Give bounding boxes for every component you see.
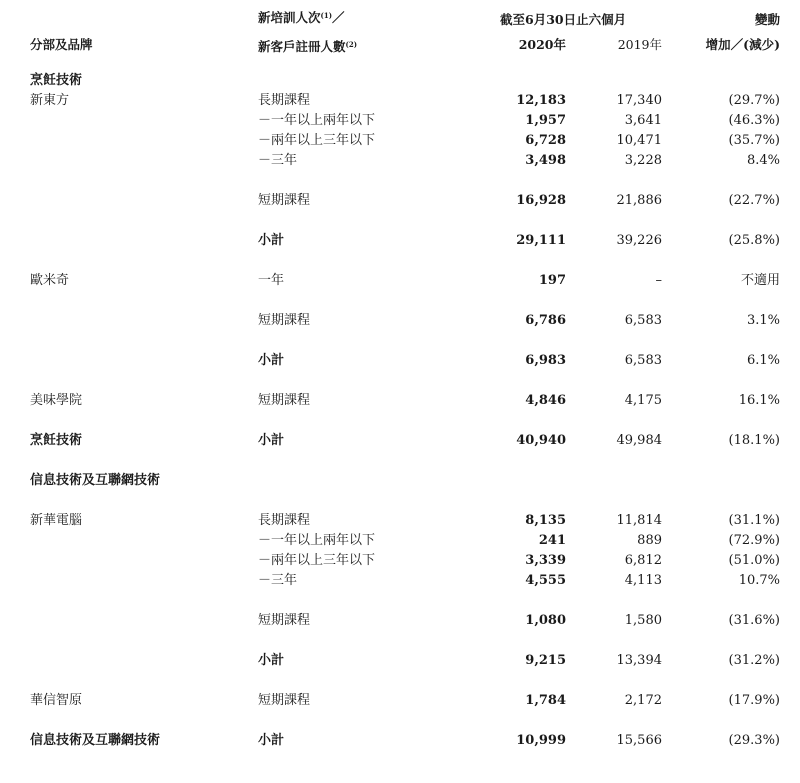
table-row (0, 153, 800, 169)
segment-cell: 美味學院 (30, 393, 83, 408)
table-row (0, 273, 800, 289)
change-cell: 16.1% (738, 393, 780, 408)
segment-cell: 信息技術及互聯網技術 (30, 473, 161, 488)
change-cell: (18.1%) (728, 433, 780, 448)
value-2019-cell: 3,641 (624, 113, 662, 128)
change-cell: (72.9%) (728, 533, 780, 548)
course-cell: 小計 (258, 353, 285, 368)
value-2019-cell: 3,228 (624, 153, 662, 168)
value-2019-cell: 2,172 (624, 693, 662, 708)
header-year-2019: 2019年 (617, 37, 662, 52)
course-cell: －兩年以上三年以下 (258, 553, 376, 568)
course-cell: 短期課程 (258, 393, 311, 408)
course-cell: 短期課程 (258, 193, 311, 208)
value-2020-cell: 16,928 (516, 193, 566, 208)
footnote-1: (1) (320, 11, 333, 20)
value-2020-cell: 10,999 (516, 733, 566, 748)
value-2020-cell: 29,111 (516, 233, 566, 248)
table-row (0, 553, 800, 569)
table-row (0, 473, 800, 489)
change-cell: (35.7%) (728, 133, 780, 148)
course-cell: －一年以上兩年以下 (258, 533, 376, 548)
value-2020-cell: 197 (538, 273, 566, 288)
course-cell: 小計 (258, 433, 285, 448)
value-2019-cell: 17,340 (616, 93, 662, 108)
value-2020-cell: 6,728 (525, 133, 566, 148)
course-cell: 長期課程 (258, 513, 311, 528)
change-cell: (22.7%) (728, 193, 780, 208)
header-change-line2: 增加／(減少) (705, 37, 780, 52)
value-2020-cell: 4,846 (525, 393, 566, 408)
value-2020-cell: 9,215 (525, 653, 566, 668)
value-2020-cell: 3,339 (525, 553, 566, 568)
value-2019-cell: 6,583 (624, 313, 662, 328)
table-row (0, 533, 800, 549)
value-2020-cell: 40,940 (516, 433, 566, 448)
table-row (0, 133, 800, 149)
value-2020-cell: 8,135 (525, 513, 566, 528)
segment-cell: 歐米奇 (30, 273, 70, 288)
course-cell: －兩年以上三年以下 (258, 133, 376, 148)
segment-cell: 新華電腦 (30, 513, 83, 528)
change-cell: (46.3%) (728, 113, 780, 128)
value-2019-cell: 4,175 (624, 393, 662, 408)
course-cell: －一年以上兩年以下 (258, 113, 376, 128)
change-cell: (31.1%) (728, 513, 780, 528)
value-2020-cell: 241 (538, 533, 566, 548)
value-2019-cell: 10,471 (616, 133, 662, 148)
change-cell: (31.2%) (728, 653, 780, 668)
value-2019-cell: 6,583 (624, 353, 662, 368)
change-cell: (17.9%) (728, 693, 780, 708)
table-row (0, 433, 800, 449)
change-cell: 3.1% (746, 313, 780, 328)
header-metric (258, 8, 357, 54)
table-row (0, 353, 800, 369)
course-cell: 小計 (258, 233, 285, 248)
value-2020-cell: 4,555 (525, 573, 566, 588)
value-2020-cell: 6,786 (525, 313, 566, 328)
footnote-2: (2) (345, 40, 358, 49)
header-year-2020: 2020年 (518, 37, 566, 52)
table-row (0, 513, 800, 529)
course-cell: 短期課程 (258, 313, 311, 328)
segment-cell: 烹飪技術 (30, 73, 83, 88)
value-2019-cell: 889 (637, 533, 662, 548)
value-2019-cell: 39,226 (616, 233, 662, 248)
table-row (0, 733, 800, 749)
value-2019-cell: 13,394 (616, 653, 662, 668)
table-row (0, 573, 800, 589)
value-2019-cell: – (655, 273, 662, 288)
header-metric-line1 (258, 8, 357, 25)
change-cell: (29.7%) (728, 93, 780, 108)
value-2019-cell: 4,113 (624, 573, 662, 588)
change-cell: 6.1% (746, 353, 780, 368)
table-row (0, 233, 800, 249)
course-cell: 小計 (258, 653, 285, 668)
change-cell: 8.4% (746, 153, 780, 168)
header-segment-brand: 分部及品牌 (30, 37, 93, 52)
table-row (0, 613, 800, 629)
header-metric-slash: ／ (332, 10, 345, 25)
value-2020-cell: 6,983 (525, 353, 566, 368)
course-cell: 短期課程 (258, 693, 311, 708)
table-row (0, 73, 800, 89)
table-row (0, 113, 800, 129)
table-row (0, 193, 800, 209)
header-metric-label1: 新培訓人次 (258, 10, 321, 25)
value-2020-cell: 12,183 (516, 93, 566, 108)
course-cell: 一年 (258, 273, 285, 288)
table-row (0, 393, 800, 409)
course-cell: 長期課程 (258, 93, 311, 108)
value-2019-cell: 11,814 (616, 513, 662, 528)
change-cell: (25.8%) (728, 233, 780, 248)
value-2020-cell: 3,498 (525, 153, 566, 168)
value-2020-cell: 1,784 (525, 693, 566, 708)
course-cell: 短期課程 (258, 613, 311, 628)
course-cell: －三年 (258, 153, 298, 168)
course-cell: －三年 (258, 573, 298, 588)
header-period: 截至6月30日止六個月 (500, 12, 627, 27)
header-metric-line2 (258, 37, 357, 54)
value-2019-cell: 1,580 (624, 613, 662, 628)
segment-cell: 華信智原 (30, 693, 83, 708)
change-cell: (31.6%) (728, 613, 780, 628)
value-2019-cell: 15,566 (616, 733, 662, 748)
change-cell: (51.0%) (728, 553, 780, 568)
value-2019-cell: 49,984 (616, 433, 662, 448)
segment-cell: 新東方 (30, 93, 70, 108)
value-2020-cell: 1,080 (525, 613, 566, 628)
value-2020-cell: 1,957 (525, 113, 566, 128)
header-change-line1: 變動 (754, 12, 780, 27)
segment-cell: 信息技術及互聯網技術 (30, 733, 161, 748)
change-cell: 不適用 (740, 273, 780, 288)
header-metric-label2: 新客戶註冊人數 (258, 39, 346, 54)
segment-cell: 烹飪技術 (30, 433, 83, 448)
change-cell: 10.7% (738, 573, 780, 588)
table-row (0, 313, 800, 329)
table-row (0, 93, 800, 109)
value-2019-cell: 6,812 (624, 553, 662, 568)
table-row (0, 653, 800, 669)
value-2019-cell: 21,886 (616, 193, 662, 208)
table-row (0, 693, 800, 709)
course-cell: 小計 (258, 733, 285, 748)
change-cell: (29.3%) (728, 733, 780, 748)
